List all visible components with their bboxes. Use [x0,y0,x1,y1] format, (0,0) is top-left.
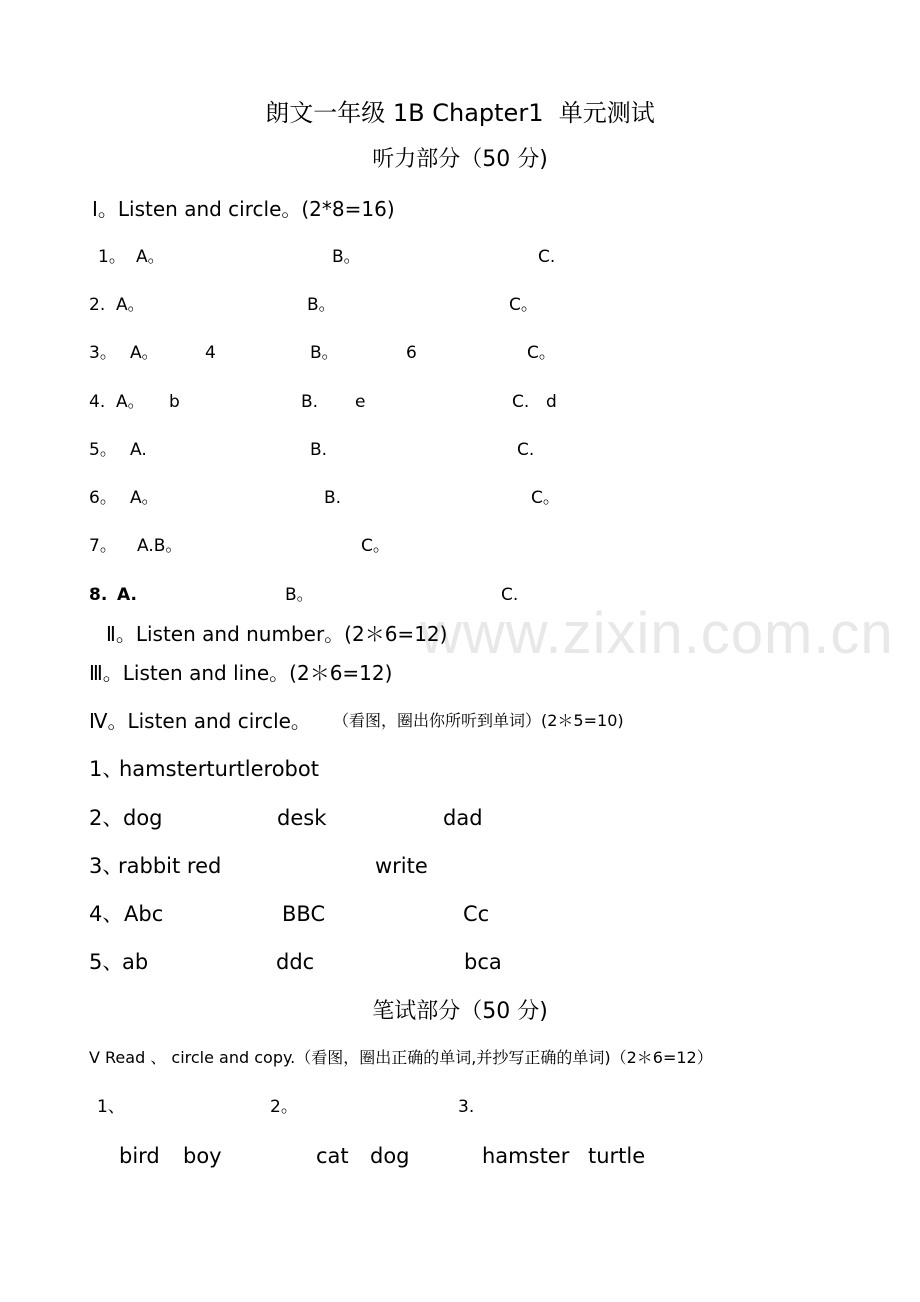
option-b: B. [301,392,319,412]
word: Cc [463,902,490,926]
item-number: 1。 [98,247,126,267]
section-2-heading: Ⅱ。Listen and number。(2＊6=12) [106,622,448,646]
word: ab [122,950,149,974]
section-4-instruction: （看图，圈出你所听到单词）(2＊5=10) [333,711,624,730]
option-b: B。 [332,247,361,267]
section-4-heading: Ⅳ。Listen and circle。 [89,709,311,733]
row-number: 4、 [89,902,124,926]
item-number: 2。 [270,1097,298,1117]
item-number: 8. [89,585,108,605]
option-a-text: b [169,392,180,412]
word: dad [443,806,483,830]
page-title: 朗文一年级 1B Chapter1 单元测试 [265,99,655,127]
section-1-heading: Ⅰ。Listen and circle。(2*8=16) [92,197,395,221]
row-number: 1、 [89,757,124,781]
item-number: 6。 [89,488,117,508]
option-b: B。 [285,585,314,605]
item-number: 2. [89,295,106,315]
item-number: 3。 [89,343,117,363]
word: bca [464,950,502,974]
row-number: 2、 [89,806,124,830]
option-a: A。 [116,392,145,412]
option-b-text: e [355,392,366,412]
word-choice: hamster [482,1144,570,1168]
item-number: 4. [89,392,106,412]
item-number: 7。 [89,536,117,556]
option-a: A。 [130,343,159,363]
option-a: A. [130,440,147,460]
option-c: C. [501,585,519,605]
option-a: A。 [130,488,159,508]
option-a: A。 [136,247,165,267]
option-a-text: 4 [205,343,216,363]
option-c: C。 [531,488,560,508]
item-number: 1、 [97,1097,125,1117]
option-b: B。 [307,295,336,315]
word: dog [123,806,163,830]
item-number: 5。 [89,440,117,460]
option-c: C. [517,440,535,460]
option-c: C. [538,247,556,267]
row-number: 3、 [89,854,124,878]
option-b: B. [324,488,342,508]
option-a: A. [117,585,137,605]
word: rabbit red [118,854,222,878]
option-b: B。 [310,343,339,363]
option-c: C. [512,392,530,412]
writing-section-header: 笔试部分（50 分) [372,999,548,1024]
word: BBC [282,902,326,926]
word-choice: boy [183,1144,222,1168]
row-number: 5、 [89,950,124,974]
option-a: A.B。 [137,536,183,556]
word: hamsterturtlerobot [119,757,319,781]
word-choice: turtle [588,1144,646,1168]
word-choice: bird [119,1144,160,1168]
option-b: B. [310,440,328,460]
section-5-heading: V Read 、 circle and copy.（看图，圈出正确的单词,并抄写正确的单词)（2＊6=12） [89,1048,713,1067]
option-b-text: 6 [406,343,417,363]
watermark-text: www.zixin.com.cn [420,601,894,666]
option-c: C。 [527,343,556,363]
listening-section-header: 听力部分（50 分) [372,147,548,172]
option-c: C。 [361,536,390,556]
section-3-heading: Ⅲ。Listen and line。(2＊6=12) [89,661,393,685]
option-c: C。 [509,295,538,315]
word: desk [277,806,327,830]
item-number: 3. [458,1097,475,1117]
option-a: A。 [116,295,145,315]
word: Abc [124,902,164,926]
word: ddc [276,950,315,974]
option-c-text: d [546,392,557,412]
word: write [375,854,428,878]
word-choice: cat [316,1144,349,1168]
word-choice: dog [370,1144,410,1168]
